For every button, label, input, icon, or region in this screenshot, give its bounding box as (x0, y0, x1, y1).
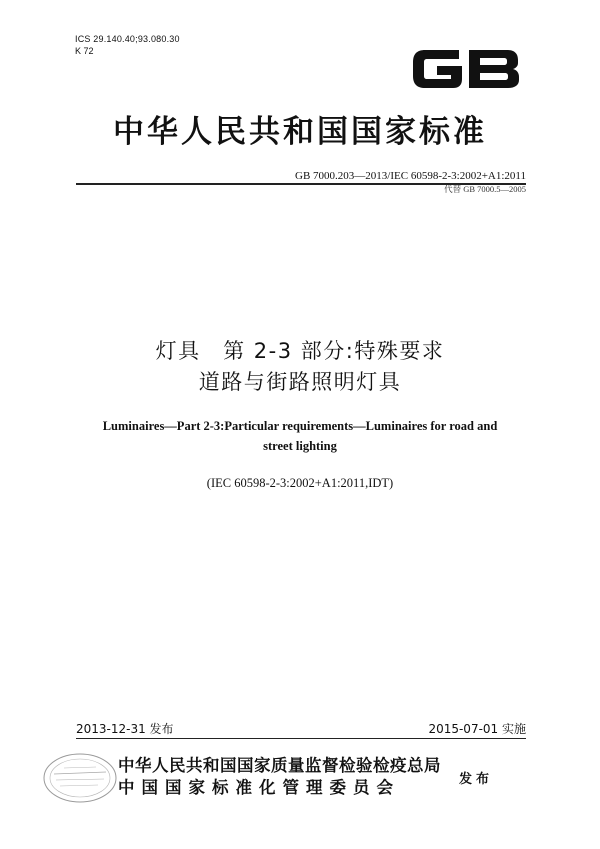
footer-rule (76, 738, 526, 739)
chinese-title-line2: 道路与街路照明灯具 (198, 370, 402, 394)
replaces-note: 代替 GB 7000.5—2005 (444, 184, 526, 194)
issuer-line2: 中国国家标准化管理委员会 (118, 778, 400, 797)
ccs-code: K 72 (75, 46, 94, 56)
ics-code: ICS 29.140.40;93.080.30 (75, 34, 180, 44)
issue-date: 2013-12-31 发布 (76, 722, 174, 736)
gb-logo (407, 44, 525, 94)
publish-label: 发布 (459, 772, 494, 787)
issuer-line1: 中华人民共和国国家质量监督检验检疫总局 (118, 756, 441, 775)
chinese-title-line1: 灯具 第 2-3 部分:特殊要求 (155, 339, 445, 363)
english-title-line1: Luminaires—Part 2-3:Particular requirements—Luminaires for road and (102, 419, 498, 433)
standard-title: 中华人民共和国国家标准 (113, 114, 487, 150)
standard-number: GB 7000.203—2013/IEC 60598-2-3:2002+A1:2011 (295, 170, 526, 182)
identical-reference: (IEC 60598-2-3:2002+A1:2011,IDT) (206, 476, 394, 490)
implementation-date: 2015-07-01 实施 (428, 722, 526, 736)
gb-logo-icon (407, 44, 525, 94)
english-title-line2: street lighting (263, 439, 337, 453)
